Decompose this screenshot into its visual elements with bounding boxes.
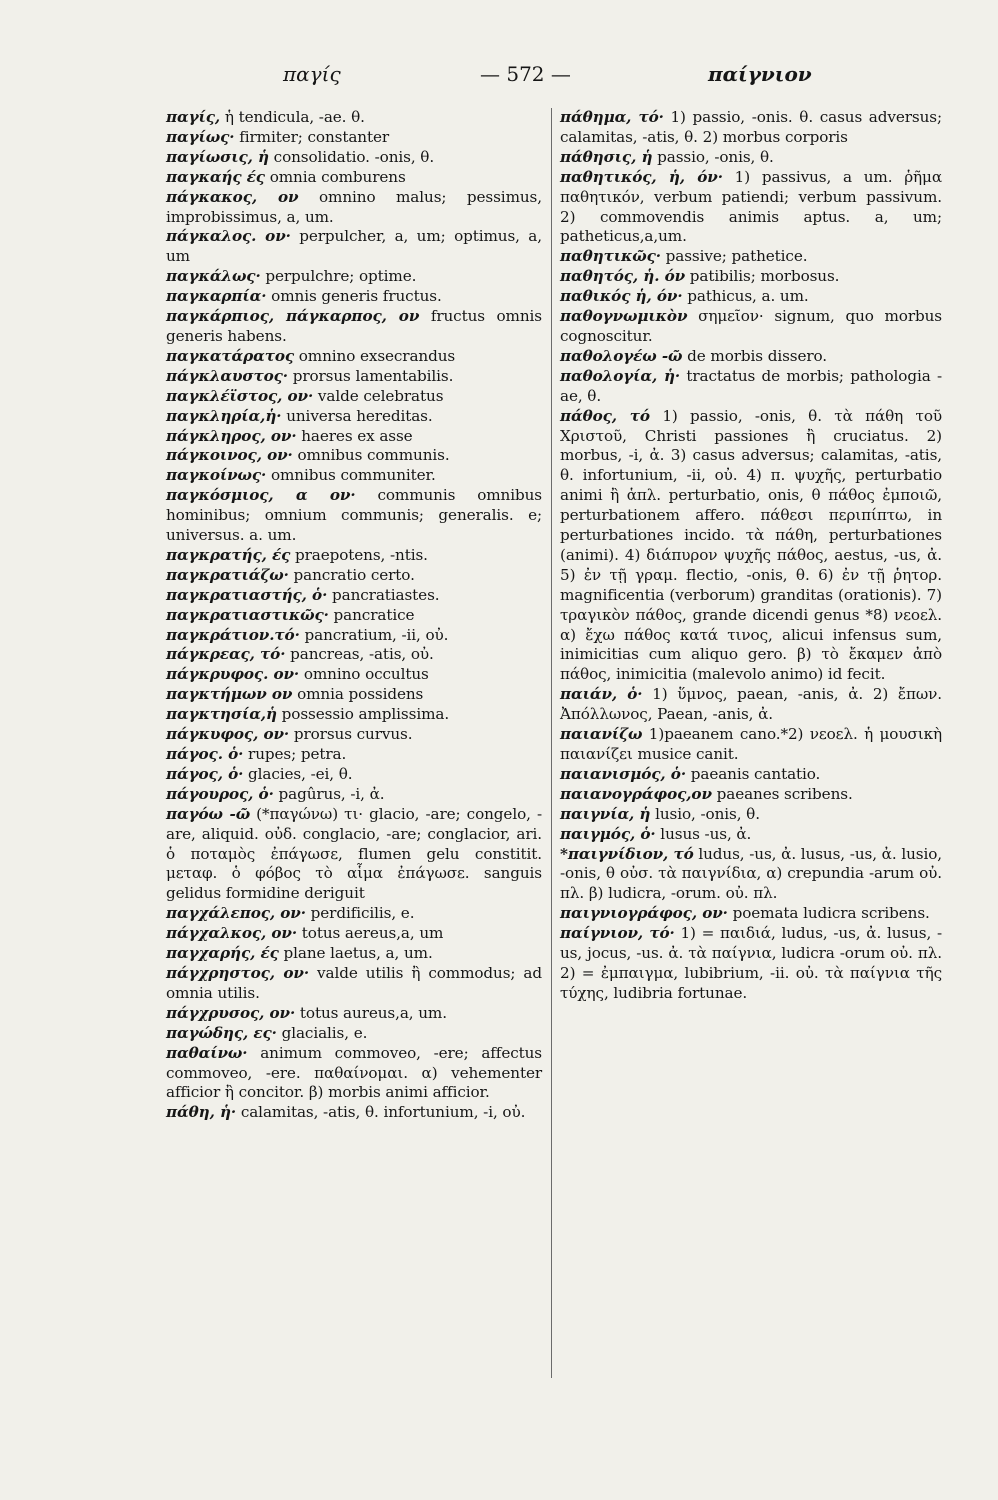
entry-headword: πάγχαλκος, ον· [166,924,298,943]
dictionary-entry [166,407,542,427]
entry-definition: pancratium, -ii, οὐ. [299,625,449,644]
entry-headword: παγκοίνως· [166,466,267,485]
dictionary-entry [166,586,542,606]
entry-definition: omnibus communiter. [266,466,436,485]
entry-definition: totus aureus,a, um. [295,1003,447,1022]
entry-headword: παθογνωμικὸν [560,307,688,326]
entry-headword: παιάν, ὁ· [560,685,643,704]
entry-definition: glacialis, e. [276,1023,368,1042]
entry-headword: παθαίνω· [166,1043,248,1062]
dictionary-entry [166,267,542,287]
entry-headword: παθολογέω -ῶ [560,346,683,365]
entry-definition: rupes; petra. [243,745,347,763]
entry-definition: 1) = παιδιά, ludus, -us, ἀ. lusus, -us, jocus, -us. ἀ. τὰ παίγνια, ludicra -orum οὐ. πλ. 2) = ἐμπαιγμα, lubibrium, -ii. οὐ. τὰ παίγνια τῆς τύχης, ludibria fortunae. [560,924,942,1002]
dictionary-entry [166,128,542,148]
entry-headword: παγκρατής, ές [166,545,291,564]
dictionary-entry [166,745,542,765]
dictionary-entry [560,287,942,307]
entry-definition: omnis generis fructus. [266,287,442,306]
entry-definition: praepotens, -ntis. [290,545,428,564]
entry-definition: omnino exsecrandus [294,346,456,365]
entry-headword: πάγουρος, ὁ· [166,784,274,803]
entry-headword: πάγκληρος, ον· [166,426,297,445]
dictionary-entry [166,367,542,387]
entry-headword: παθικός ἡ, όν· [560,287,683,306]
dictionary-entry [166,546,542,566]
dictionary-entry [166,805,542,905]
entry-headword: πάγος, ὁ· [166,764,244,783]
entry-definition: passive; pathetice. [660,247,808,266]
dictionary-entry [560,247,942,267]
entry-headword: πάγκαλος. ον· [166,227,291,246]
running-head-right-word: παίγνιον [708,62,812,86]
dictionary-entry [560,347,942,367]
entry-headword: παιανίζω [560,725,643,744]
entry-definition: perpulcher, a, um; optimus, a, um [166,227,542,266]
entry-definition: valde utilis ἢ commodus; ad omnia utilis. [166,963,542,1002]
entry-definition: valde celebratus [313,386,444,405]
entry-headword: παγκρατιαστικῶς· [166,605,329,624]
entry-headword: παθητός, ἡ. όν [560,267,686,286]
dictionary-entry [560,168,942,248]
entry-definition: omnibus communis. [292,446,450,465]
entry-definition: tractatus de morbis; pathologia -ae, θ. [560,366,942,405]
dictionary-entry [166,307,542,347]
entry-definition: universa hereditas. [281,406,433,425]
entry-headword: παγκτησία,ἡ [166,705,277,724]
dictionary-entry [166,227,542,267]
entry-definition: calamitas, -atis, θ. infortunium, -i, οὐ. [236,1103,526,1122]
dictionary-entry [166,347,542,367]
entry-definition: patibilis; morbosus. [685,267,840,286]
entry-definition: paeanes scribens. [711,784,853,803]
entry-headword: πάγκλαυστος· [166,366,288,385]
entry-definition: lusio, -onis, θ. [650,804,760,823]
entry-definition: possessio amplissima. [276,705,450,724]
entry-definition: pancratice [328,605,415,624]
dictionary-entry [166,168,542,188]
entry-headword: παιγνία, ἡ [560,804,651,823]
entry-headword: παγχαρής, ές [166,944,279,963]
entry-definition: totus aereus,a, um [297,924,444,943]
entry-headword: πάγκοινος, ον· [166,446,293,465]
dictionary-entry [166,148,542,168]
entry-headword: παγκατάρατος [166,346,294,365]
entry-headword: πάγκρεας, τό· [166,645,286,664]
dictionary-entry [166,1103,542,1123]
entry-definition: consolidatio. -onis, θ. [268,147,435,166]
dictionary-entry [560,407,942,686]
entry-headword: πάγκρυφος. ον· [166,665,300,684]
dictionary-entry [166,606,542,626]
dictionary-entry [560,307,942,347]
dictionary-entry [560,825,942,845]
dictionary-entry [560,367,942,407]
dictionary-entry [560,267,942,287]
dictionary-entry [166,904,542,924]
entry-definition: prorsus lamentabilis. [287,366,454,385]
dictionary-entry [166,685,542,705]
dictionary-entry [166,645,542,665]
dictionary-entry [166,765,542,785]
dictionary-entry [560,924,942,1004]
left-column [166,108,542,1123]
dictionary-entry [166,466,542,486]
entry-definition: omnino occultus [299,665,429,684]
entry-definition: pancreas, -atis, οὐ. [285,645,434,664]
entry-definition: passio, -onis, θ. [652,147,774,166]
entry-headword: πάθη, ἡ· [166,1103,237,1122]
entry-definition: paeanis cantatio. [686,764,821,783]
entry-headword: παγκρατιαστής, ὁ· [166,585,328,604]
dictionary-entry [166,486,542,546]
dictionary-entry [166,108,542,128]
entry-definition: perpulchre; optime. [260,267,417,286]
running-head-left-word: παγίς [283,62,341,86]
dictionary-entry [166,1004,542,1024]
entry-headword: παιγμός, ὁ· [560,824,656,843]
entry-headword: παθητικῶς· [560,247,661,266]
entry-headword: παγκόσμιος, α ον· [166,486,356,505]
entry-headword: παγχάλεπος, ον· [166,904,306,923]
dictionary-entry [560,785,942,805]
entry-definition: omnia possidens [292,685,424,704]
entry-headword: παγώδης, ες· [166,1023,277,1042]
entry-definition: haeres ex asse [296,426,413,445]
entry-definition: de morbis dissero. [682,346,828,365]
entry-definition: 1) passivus, a um. ῥῆμα παθητικόν, verbum patiendi; verbum passivum. 2) commovendis animis aptus. a, um; patheticus,a,um. [560,167,942,246]
entry-headword: παγκληρία,ἡ· [166,406,282,425]
entry-definition: ἡ tendicula, -ae. θ. [220,108,365,126]
page-number: — 572 — [480,62,571,86]
entry-headword: πάγκακος, ον [166,187,299,206]
dictionary-entry [166,924,542,944]
dictionary-entry [166,188,542,228]
entry-headword: παγκρατιάζω· [166,565,289,584]
dictionary-entry [166,705,542,725]
entry-headword: παθητικός, ἡ, όν· [560,167,723,186]
dictionary-entry [166,1044,542,1104]
entry-headword: πάθος, τό [560,406,650,425]
entry-definition: σημεῖον· signum, quo morbus cognoscitur. [560,307,942,345]
entry-headword: παγίς, [166,108,221,126]
entry-headword: *παιγνίδιον, τό [560,844,694,863]
entry-definition: 1)paeanem cano.*2) νεοελ. ἡ μουσικὴ παιανίζει musice canit. [560,725,942,763]
entry-headword: παγκράτιον.τό· [166,625,300,644]
entry-headword: παγκαρπία· [166,287,267,306]
entry-definition: plane laetus, a, um. [278,944,433,963]
entry-headword: πάγκυφος, ον· [166,725,290,744]
entry-headword: παγκτήμων ον [166,685,293,704]
entry-headword: παιγνιογράφος, ον· [560,904,728,923]
entry-definition: poemata ludicra scribens. [727,904,930,923]
entry-headword: παγίως· [166,127,235,146]
entry-definition: fructus omnis generis habens. [166,307,542,345]
entry-definition: pancratio certo. [288,565,415,584]
entry-headword: πάγος. ὁ· [166,745,244,763]
entry-definition: 1) passio, -onis. θ. casus adversus; calamitas, -atis, θ. 2) morbus corporis [560,108,943,146]
dictionary-entry [560,904,942,924]
dictionary-entry [166,964,542,1004]
dictionary-entry [560,148,942,168]
dictionary-entry [560,685,942,725]
dictionary-entry [166,287,542,307]
column-divider [551,108,552,1378]
entry-definition: omnino malus; pessimus, improbissimus, a, um. [166,187,542,226]
entry-definition: (*παγώνω) τι· glacio, -are; congelo, -are, aliquid. οὐδ. conglacio, -are; conglacior, ari. ὁ ποταμὸς ἐπάγωσε, flumen gelu constitit. μεταφ. ὁ φόβος τὸ αἷμα ἐπάγωσε. sanguis gelidus formidine deriguit [166,804,542,903]
dictionary-entry [166,1024,542,1044]
entry-headword: παγκλέϊστος, ον· [166,386,314,405]
entry-definition: ludus, -us, ἀ. lusus, -us, ἀ. lusio, -onis, θ οὐσ. τὰ παιγνίδια, α) crepundia -arum οὐ. πλ. β) ludicra, -orum. οὐ. πλ. [560,844,942,903]
dictionary-entry [560,108,942,148]
dictionary-entry [166,725,542,745]
dictionary-entry [166,944,542,964]
dictionary-entry [560,805,942,825]
dictionary-entry [166,427,542,447]
entry-headword: παγόω -ῶ [166,804,251,823]
dictionary-entry [560,765,942,785]
entry-headword: παίγνιον, τό· [560,924,675,943]
dictionary-entry [560,725,942,765]
entry-headword: παγκάλως· [166,267,261,286]
entry-headword: παιανογράφος,ον [560,784,712,803]
entry-headword: παθολογία, ἡ· [560,366,681,385]
entry-definition: firmiter; constanter [234,127,390,146]
entry-headword: πάγχρηστος, ον· [166,963,310,982]
entry-headword: παγκάρπιος, πάγκαρπος, ον [166,307,420,326]
dictionary-entry [166,387,542,407]
dictionary-entry [166,665,542,685]
entry-definition: pagûrus, -i, ἀ. [273,784,385,803]
entry-definition: glacies, -ei, θ. [243,764,353,783]
entry-definition: animum commoveo, -ere; affectus commoveo, -ere. παθαίνομαι. α) vehementer afficior ἢ concitor. β) morbis animi afficior. [166,1043,542,1102]
entry-headword: πάθησις, ἡ [560,147,653,166]
entry-definition: 1) ὕμνος, paean, -anis, ἀ. 2) ἔπων. Ἀπόλλωνος, Paean, -anis, ἀ. [560,685,942,724]
entry-definition: lusus -us, ἀ. [655,824,752,843]
entry-headword: παιανισμός, ὁ· [560,764,687,783]
running-head [0,62,998,92]
entry-definition: prorsus curvus. [289,725,413,744]
entry-headword: παγκαής ές [166,167,265,186]
dictionary-entry [166,566,542,586]
entry-definition: pathicus, a. um. [682,287,809,306]
dictionary-entry [560,845,942,905]
right-column [560,108,942,1004]
dictionary-entry [166,785,542,805]
dictionary-entry [166,626,542,646]
entry-definition: pancratiastes. [327,585,440,604]
entry-headword: πάθημα, τό· [560,108,664,126]
dictionary-entry [166,446,542,466]
entry-definition: 1) passio, -onis, θ. τὰ πάθη τοῦ Χριστοῦ, Christi passiones ἢ cruciatus. 2) morbus, -i, ἀ. 3) casus adversus; calamitas, -atis, θ. infortunium, -ii, οὐ. 4) π. ψυχῆς, perturbatio animi ἢ ἁπλ. perturbatio, onis, θ πάθος ἐμποιῶ, perturbationem affero. πάθεσι περιπίπτω, in perturbationes incido. τὰ πάθη, perturbationes (animi). 4) διάπυρον ψυχῆς πάθος, aestus, -us, ἀ. 5) ἐν τῇ γραμ. flectio, -onis, θ. 6) ἐν τῇ ῥητορ. magnificentia (verborum) granditas (orationis). 7) τραγικὸν πάθος, grande dicendi genus *8) νεοελ. α) ἔχω πάθος κατά τινος, alicui infensus sum, inimicitias cum aliquo gero. β) τὸ ἔκαμεν ἀπὸ πάθος, inimicitia (malevolo animo) id fecit. [560,406,943,684]
entry-headword: παγίωσις, ἡ [166,147,269,166]
entry-definition: omnia comburens [264,167,406,186]
entry-definition: perdificilis, e. [305,904,415,923]
entry-headword: πάγχρυσος, ον· [166,1003,296,1022]
entry-definition: communis omnibus hominibus; omnium communis; generalis. e; universus. a. um. [166,486,542,545]
